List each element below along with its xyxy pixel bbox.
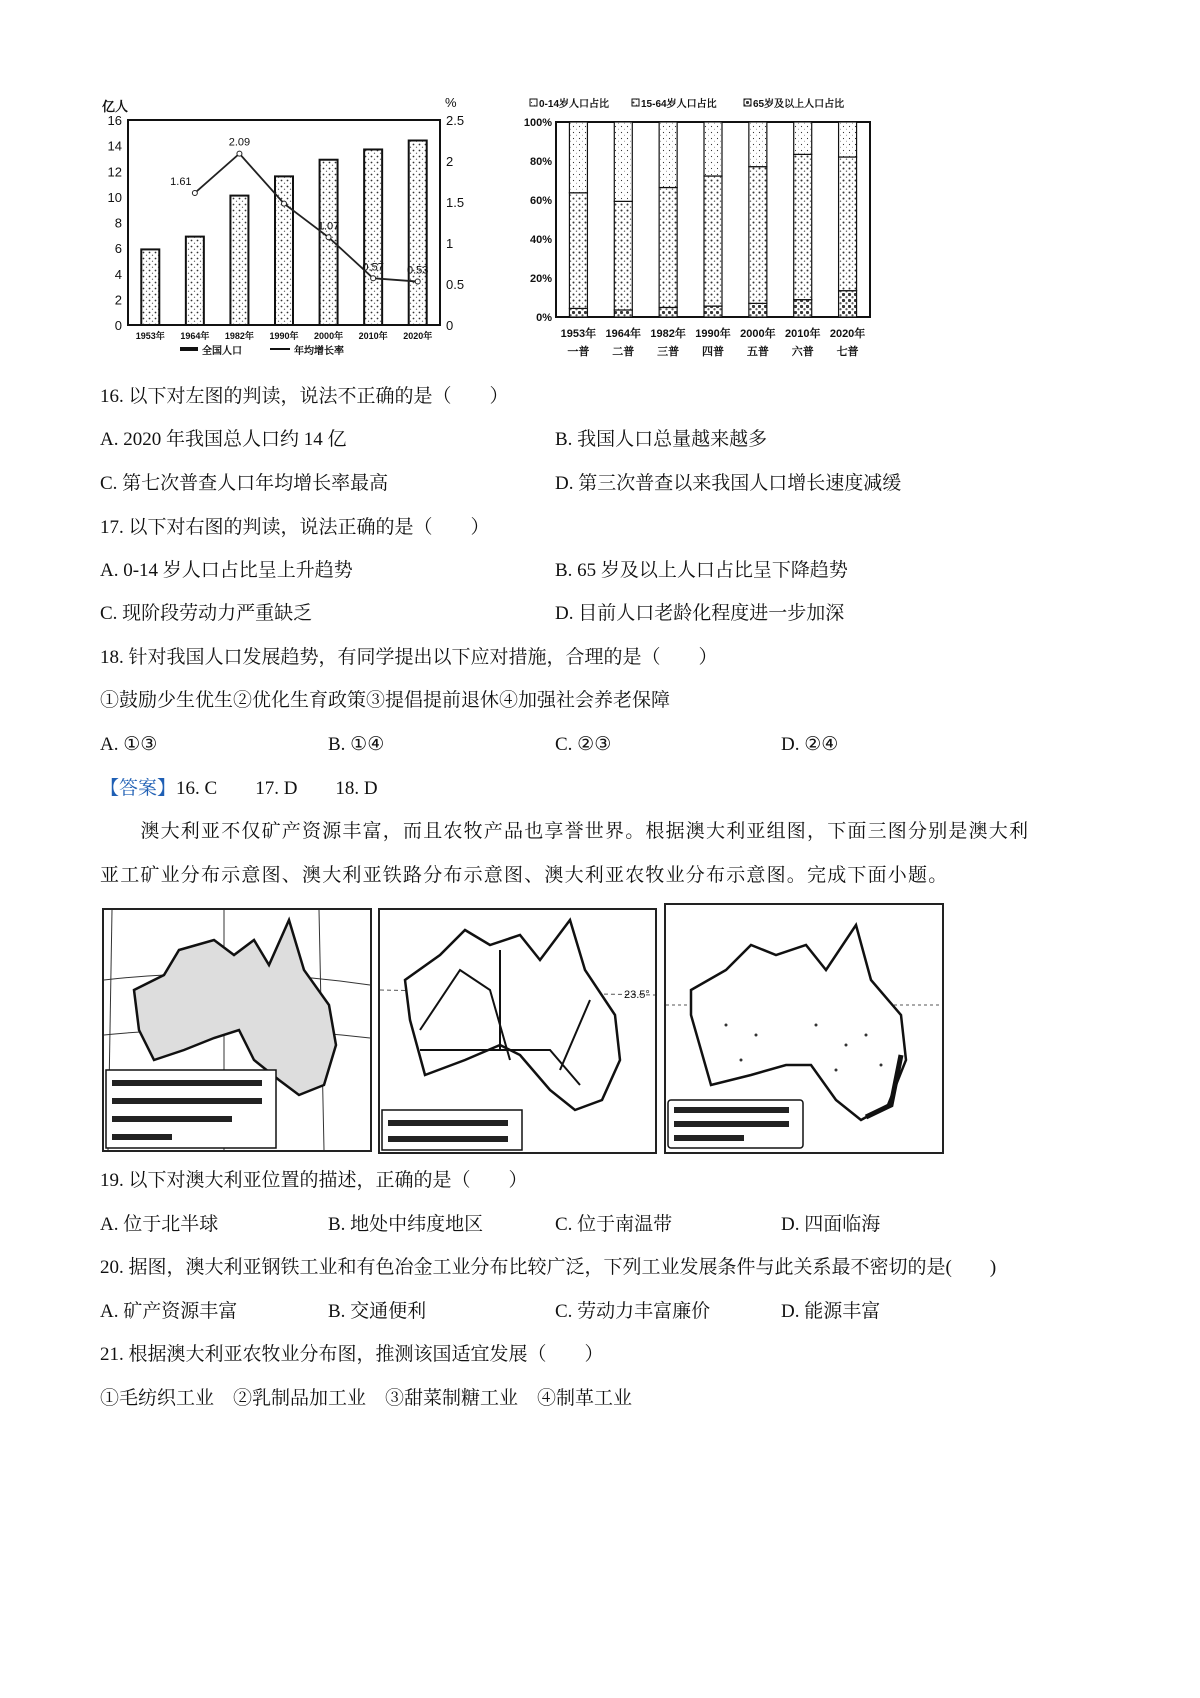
x-tick-label: 2020年 (403, 331, 433, 341)
population-bar (230, 196, 248, 325)
q16-option-b: B. 我国人口总量越来越多 (555, 429, 768, 450)
stacked-bar-segment (794, 122, 812, 154)
age-structure-chart-svg (523, 95, 930, 370)
q17-option-c: C. 现阶段劳动力严重缺乏 (100, 603, 313, 624)
stacked-bar-segment (839, 291, 857, 317)
y2-tick-label: 2 (446, 154, 454, 169)
y-tick-label: 60% (529, 195, 552, 207)
industry-map-svg (104, 910, 370, 1150)
stacked-bar-segment (794, 154, 812, 299)
growth-rate-label: 1.07 (317, 220, 340, 233)
q18-option-b: B. ①④ (328, 734, 385, 755)
y-tick-label: 12 (107, 164, 122, 180)
x-tick-label: 1982年 (650, 328, 686, 340)
stacked-bar-segment (704, 176, 722, 306)
q19-option-a: A. 位于北半球 (100, 1214, 219, 1235)
answer-text: 16. C 17. D 18. D (176, 778, 378, 799)
q19-option-d: D. 四面临海 (781, 1214, 881, 1235)
population-bar (364, 149, 382, 325)
stacked-bar-segment (659, 307, 677, 317)
growth-rate-line (195, 154, 418, 282)
stacked-bar-segment (614, 201, 632, 310)
q20-stem: 20. 据图，澳大利亚钢铁工业和有色冶金工业分布比较广泛，下列工业发展条件与此关系最不密切的是( ) (100, 1257, 997, 1278)
growth-rate-point (237, 151, 242, 156)
legend-population: 全国人口 (202, 346, 242, 357)
population-chart-svg (100, 95, 520, 370)
q16-stem: 16. 以下对左图的判读，说法不正确的是（ ） (100, 386, 509, 407)
x-sub-label: 六普 (791, 346, 814, 358)
y2-tick-label: 2.5 (446, 113, 465, 128)
x-tick-label: 1990年 (269, 331, 299, 341)
q17-stem: 17. 以下对右图的判读，说法正确的是（ ） (100, 517, 490, 538)
y-tick-label: 16 (107, 113, 122, 128)
stacked-bar-segment (749, 303, 767, 317)
legend-swatch (530, 99, 537, 106)
growth-rate-point (371, 276, 376, 281)
growth-rate-label: 0.57 (362, 261, 384, 274)
stacked-bar-segment (794, 300, 812, 317)
x-sub-label: 二普 (612, 346, 635, 358)
y-tick-label: 100% (523, 117, 552, 129)
stacked-bar-segment (839, 157, 857, 291)
q19-option-b: B. 地处中纬度地区 (328, 1214, 484, 1235)
population-bar (186, 237, 204, 325)
y-tick-label: 10 (107, 189, 122, 205)
q21-stem: 21. 根据澳大利亚农牧业分布图，推测该国适宜发展（ ） (100, 1344, 604, 1365)
railway-map-svg (380, 910, 655, 1152)
australia-outline (691, 925, 906, 1120)
growth-rate-label: 0.53 (407, 264, 429, 277)
legend-swatch (632, 99, 639, 106)
stacked-bar-segment (839, 122, 857, 157)
q18-items: ①鼓励少生优生②优化生育政策③提倡提前退休④加强社会养老保障 (100, 690, 671, 711)
legend-growth-rate: 年均增长率 (294, 346, 344, 357)
q17-option-a: A. 0-14 岁人口占比呈上升趋势 (100, 560, 353, 581)
stacked-bar-segment (614, 122, 632, 201)
age-structure-chart (523, 95, 930, 370)
q19-stem: 19. 以下对澳大利亚位置的描述，正确的是（ ） (100, 1170, 528, 1191)
australia-railway-map (378, 908, 657, 1154)
population-bar (141, 249, 159, 325)
stacked-bar-segment (569, 308, 587, 317)
legend-label: 0-14岁人口占比 (539, 99, 610, 110)
growth-rate-label: 1.61 (170, 175, 192, 188)
population-bar (275, 176, 293, 325)
x-tick-label: 1953年 (560, 328, 597, 340)
stacked-bar-segment (659, 122, 677, 188)
y-tick-label: 2 (114, 292, 122, 308)
q19-option-c: C. 位于南温带 (555, 1214, 673, 1235)
q18-option-c: C. ②③ (555, 734, 612, 755)
legend-swatch (744, 99, 751, 106)
x-tick-label: 2010年 (358, 331, 388, 341)
y-axis-label: 亿人 (102, 99, 129, 114)
y-tick-label: 0 (114, 318, 122, 333)
y2-tick-label: 0 (446, 318, 454, 333)
x-sub-label: 四普 (702, 346, 724, 358)
y2-axis-label: % (445, 95, 457, 110)
stacked-bar-segment (569, 122, 587, 193)
legend-label: 65岁及以上人口占比 (753, 99, 845, 110)
q16-option-a: A. 2020 年我国总人口约 14 亿 (100, 429, 347, 450)
x-sub-label: 三普 (657, 346, 680, 358)
q20-option-d: D. 能源丰富 (781, 1301, 881, 1322)
y-tick-label: 80% (529, 156, 552, 168)
y-tick-label: 20% (529, 273, 552, 285)
stacked-bar-segment (569, 193, 587, 309)
x-tick-label: 1953年 (135, 331, 165, 341)
x-tick-label: 2000年 (740, 328, 776, 340)
y2-tick-label: 1.5 (446, 195, 465, 210)
y2-tick-label: 0.5 (446, 277, 465, 292)
y2-tick-label: 1 (446, 236, 454, 251)
growth-rate-point (326, 235, 331, 240)
x-tick-label: 2000年 (314, 331, 344, 341)
q20-option-b: B. 交通便利 (328, 1301, 427, 1322)
passage-line-1: 澳大利亚不仅矿产资源丰富，而且农牧产品也享誉世界。根据澳大利亚组图，下面三图分别是澳大利 (100, 821, 1030, 842)
q18-stem: 18. 针对我国人口发展趋势，有同学提出以下应对措施，合理的是（ ） (100, 647, 718, 668)
y-tick-label: 4 (114, 266, 122, 282)
legend-bar-swatch (180, 347, 198, 351)
q21-items: ①毛纺织工业 ②乳制品加工业 ③甜菜制糖工业 ④制革工业 (100, 1388, 633, 1409)
stacked-bar-segment (749, 167, 767, 304)
growth-rate-point (192, 190, 197, 195)
x-sub-label: 五普 (746, 346, 769, 358)
x-tick-label: 1964年 (605, 328, 642, 340)
australia-agriculture-map (664, 903, 944, 1154)
population-chart (100, 95, 520, 370)
legend-label: 15-64岁人口占比 (641, 99, 717, 110)
stacked-bar-segment (704, 122, 722, 176)
x-sub-label: 一普 (567, 346, 590, 358)
q17-option-d: D. 目前人口老龄化程度进一步加深 (555, 603, 845, 624)
q18-option-a: A. ①③ (100, 734, 158, 755)
y-tick-label: 6 (114, 241, 122, 257)
q20-option-c: C. 劳动力丰富廉价 (555, 1301, 711, 1322)
growth-rate-point (282, 201, 287, 206)
latitude-label: 23.5° (624, 989, 650, 1001)
answer-line (100, 777, 378, 801)
y-tick-label: 14 (107, 138, 122, 154)
stacked-bar-segment (704, 306, 722, 317)
x-tick-label: 1964年 (180, 331, 210, 341)
q16-option-c: C. 第七次普查人口年均增长率最高 (100, 473, 389, 494)
agriculture-map-svg (666, 905, 942, 1152)
x-tick-label: 1982年 (224, 331, 254, 341)
q18-option-d: D. ②④ (781, 734, 839, 755)
growth-rate-point (415, 279, 420, 284)
q17-option-b: B. 65 岁及以上人口占比呈下降趋势 (555, 560, 848, 581)
x-tick-label: 1990年 (695, 328, 731, 340)
answer-tag: 【答案】 (100, 778, 177, 799)
y-tick-label: 8 (114, 215, 122, 231)
y-tick-label: 40% (529, 234, 552, 246)
x-tick-label: 2010年 (784, 328, 821, 340)
x-tick-label: 2020年 (829, 328, 866, 340)
y-tick-label: 0% (536, 312, 552, 324)
map-legend (382, 1110, 522, 1150)
stacked-bar-segment (749, 122, 767, 167)
passage-line-2: 亚工矿业分布示意图、澳大利亚铁路分布示意图、澳大利亚农牧业分布示意图。完成下面小题。 (100, 865, 949, 886)
x-sub-label: 七普 (836, 346, 859, 358)
q20-option-a: A. 矿产资源丰富 (100, 1301, 238, 1322)
stacked-bar-segment (614, 310, 632, 317)
q16-option-d: D. 第三次普查以来我国人口增长速度减缓 (555, 473, 902, 494)
australia-outline (405, 920, 620, 1110)
australia-outline (134, 920, 336, 1095)
australia-industry-map (102, 908, 372, 1152)
population-bar (409, 141, 427, 326)
stacked-bar-segment (659, 188, 677, 308)
growth-rate-label: 2.09 (228, 136, 251, 149)
